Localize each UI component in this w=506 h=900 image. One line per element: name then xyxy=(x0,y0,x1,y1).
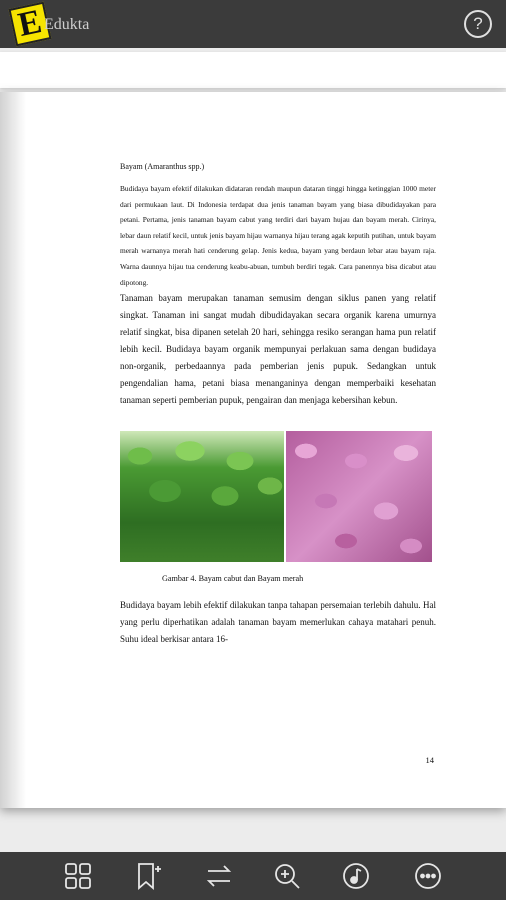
bottom-toolbar xyxy=(0,852,506,900)
book-page[interactable] xyxy=(0,92,506,808)
paragraph-intro: Budidaya bayam efektif dilakukan didataran rendah maupun dataran tinggi hingga ketinggian 1000 meter dari permukaan laut. Di Indonesia terdapat dua jenis tanaman bayam yang biasa dibudidayakan para petani. Pertama, jenis tanaman bayam cabut yang terdiri dari bayam hujau dan bayam merah. Cirinya, lebar daun relatif kecil, untuk jenis bayam hijau warnanya hijau terang agak keputih putihan, untuk bayam merah warnanya merah hati cenderung gelap. Jenis kedua, bayam yang berdaun lebar atau bayam raja. Warna daunnya hijau tua cenderung keabu-abuan, tumbuh berdiri tegak. Cara panennya bisa dicabut atau dipotong. xyxy=(120,184,436,287)
paragraph-main: Tanaman bayam merupakan tanaman semusim dengan siklus panen yang relatif singkat. Tanaman ini sangat mudah dibudidayakan secara organik karena umurnya relatif singkat, bisa dipanen setelah 20 hari, sehingga resiko serangan hama pun relatif lebih kecil. Budidaya bayam organik mempunyai perlakuan sama dengan budidaya non-organik, perbedaannya pada pemberian jenis pupuk. Sedangkan untuk pengendalian hama, petani biasa menanganinya dengan memperbaiki kesehatan tanaman seperti pemberian pupuk, pengairan dan menjaga kebersihan kebun. xyxy=(120,293,436,406)
help-icon[interactable]: ? xyxy=(464,10,492,38)
green-spinach-photo xyxy=(120,431,284,562)
previous-page-edge xyxy=(0,52,506,88)
top-app-bar xyxy=(0,0,506,48)
bookmark-add-icon[interactable] xyxy=(134,862,162,890)
app-name: Edukta xyxy=(44,16,90,33)
page-heading: Bayam (Amaranthus spp.) xyxy=(120,162,205,171)
more-icon[interactable] xyxy=(414,862,442,890)
grid-icon[interactable] xyxy=(64,862,92,890)
figure-caption: Gambar 4. Bayam cabut dan Bayam merah xyxy=(162,574,304,584)
app-logo[interactable]: E xyxy=(8,2,51,47)
page-number: 14 xyxy=(425,755,434,765)
music-icon[interactable] xyxy=(342,862,370,890)
red-spinach-photo xyxy=(286,431,432,562)
page-content xyxy=(120,162,436,648)
swap-icon[interactable] xyxy=(205,862,233,890)
paragraph-continued: Budidaya bayam lebih efektif dilakukan tanpa tahapan persemaian terlebih dahulu. Hal yang perlu diperhatikan adalah tanaman bayam memerlukan cahaya matahari penuh. Suhu ideal berkisar antara 16- xyxy=(120,600,436,645)
figure-photos xyxy=(120,431,432,562)
zoom-in-icon[interactable] xyxy=(273,862,301,890)
